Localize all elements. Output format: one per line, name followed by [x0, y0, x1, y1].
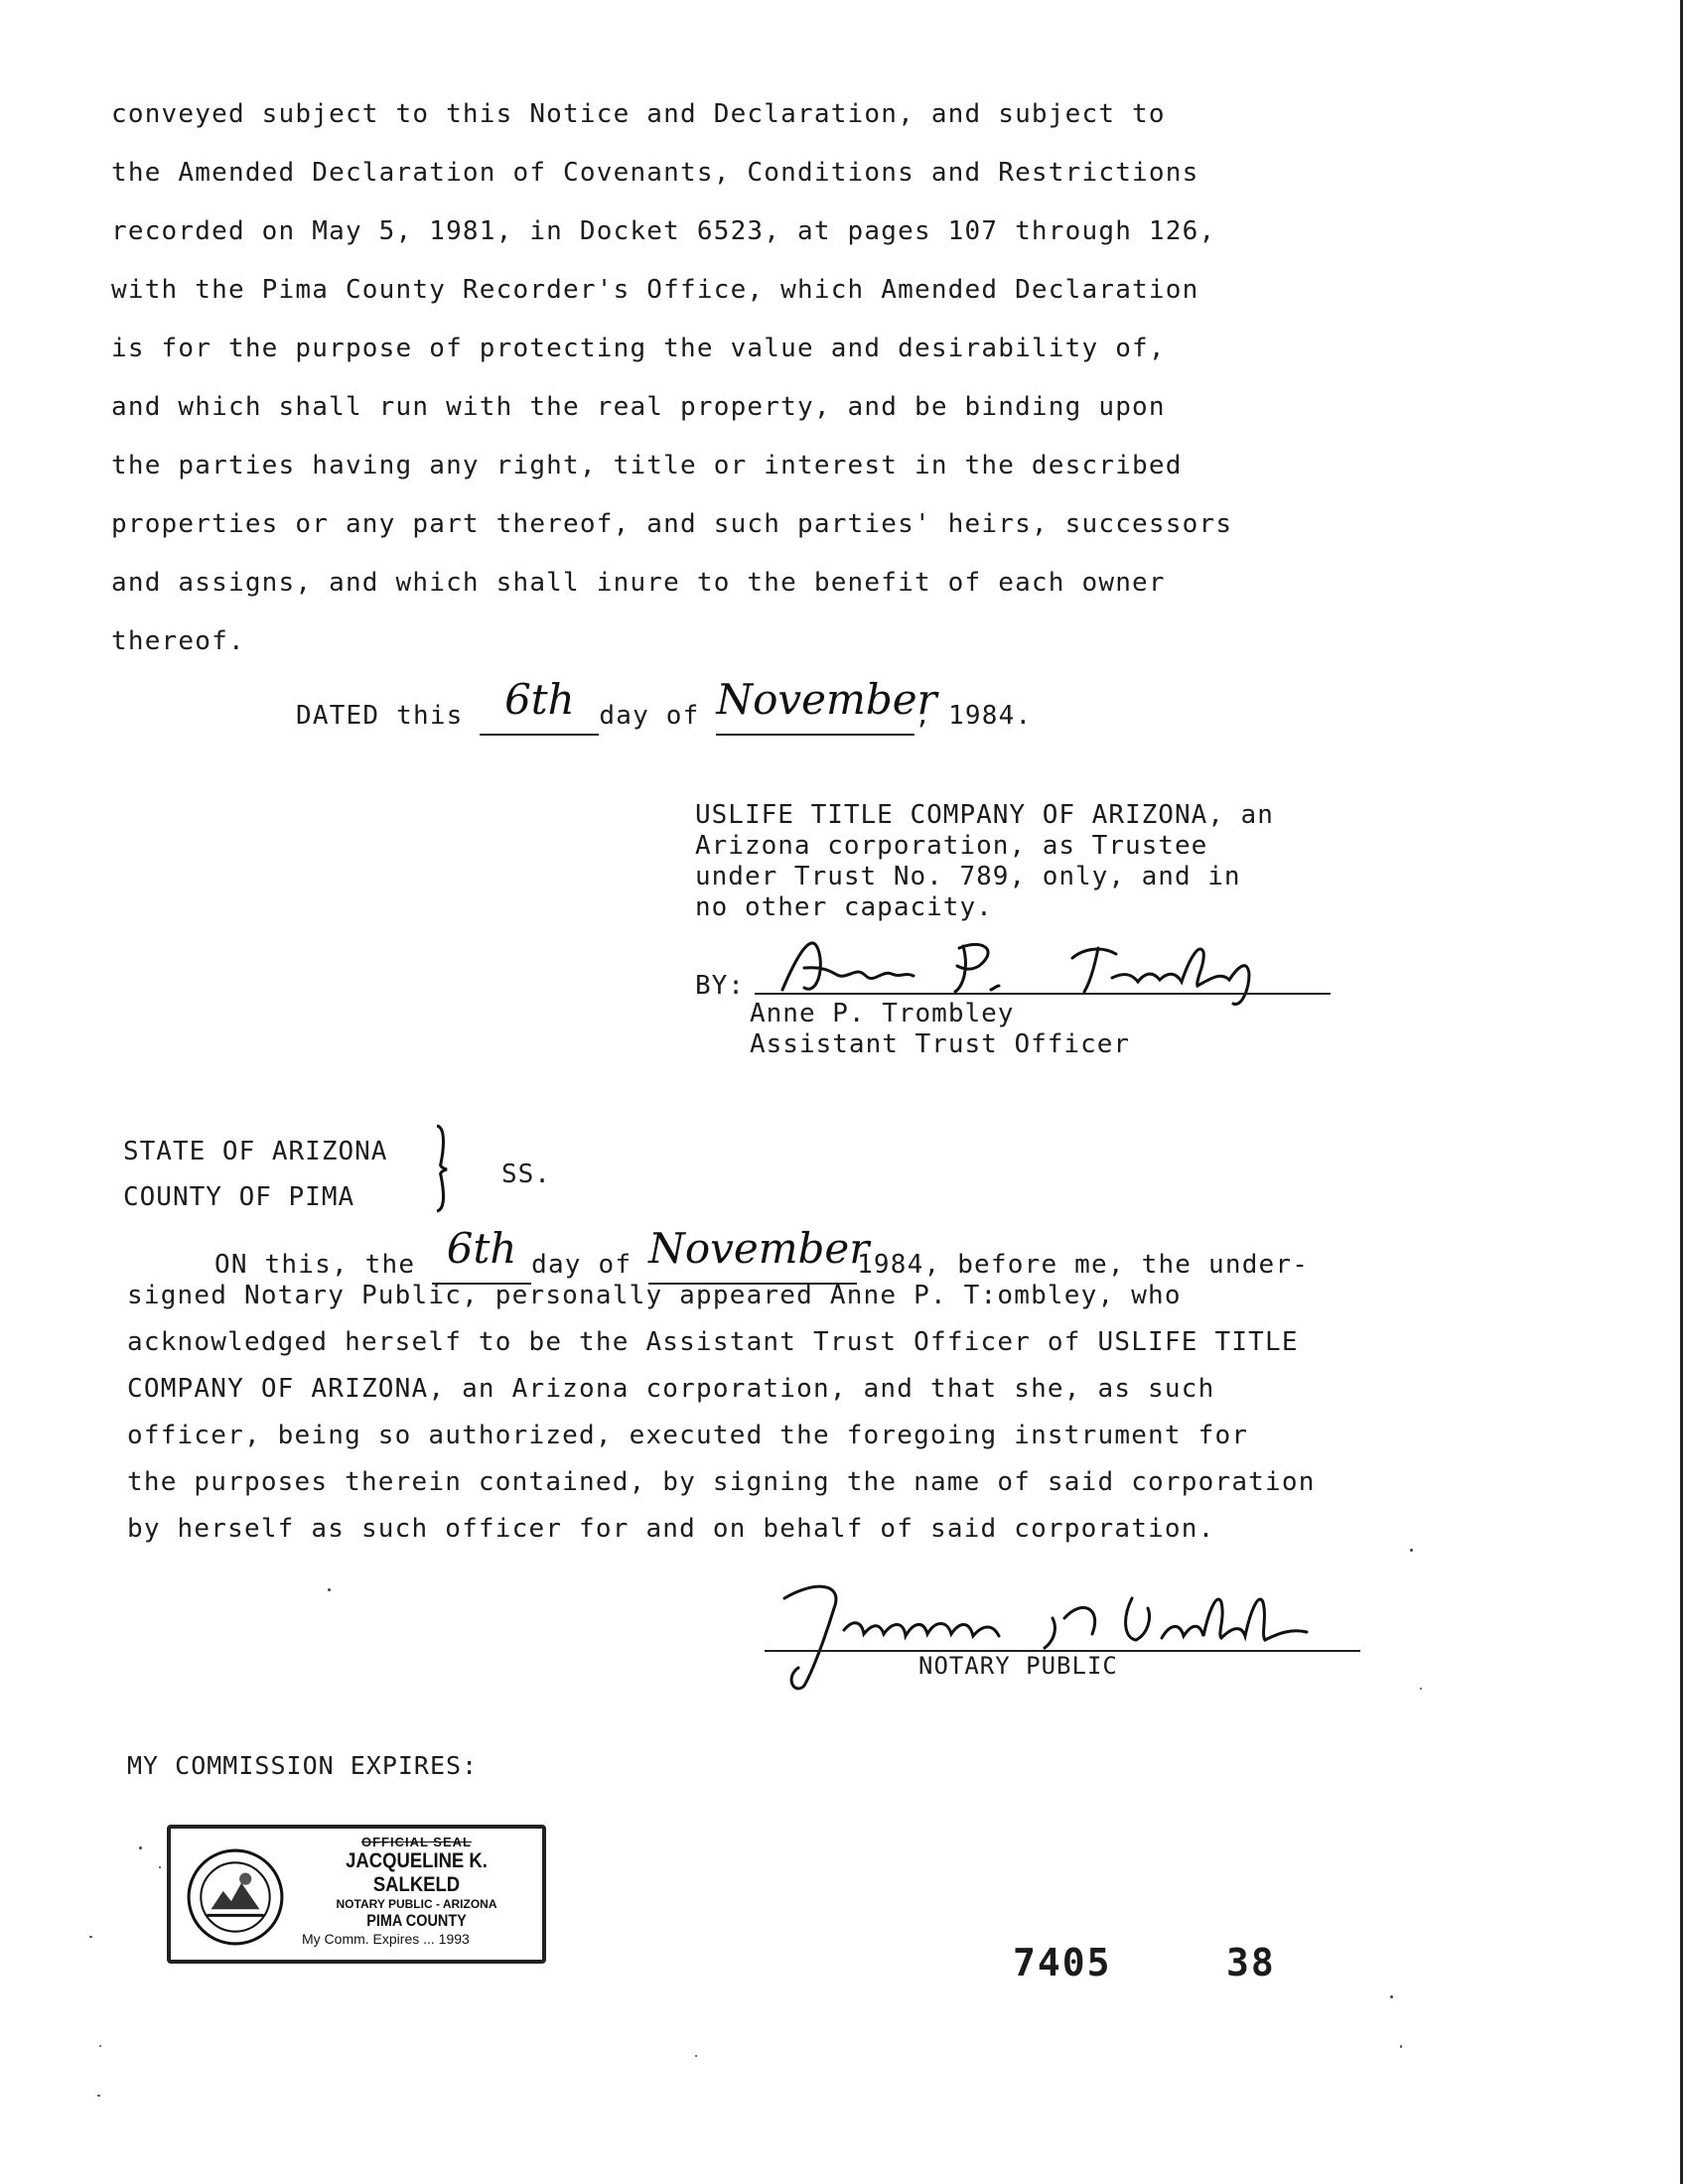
venue-block — [123, 1129, 387, 1220]
declaration-line: thereof. — [111, 626, 245, 656]
ack-day-blank — [432, 1224, 531, 1285]
declaration-line: and assigns, and which shall inure to the benefit of each owner — [111, 568, 1166, 598]
ack-prefix: ON this, the — [214, 1250, 433, 1280]
dated-month-handwritten: November — [716, 675, 937, 724]
acknowledgment-line: the purposes therein contained, by signing the name of said corporation — [127, 1467, 1316, 1497]
ack-middle: day of — [531, 1250, 649, 1280]
dated-day-handwritten: 6th — [504, 675, 575, 724]
ack-suffix: 1984, before me, the under- — [857, 1250, 1310, 1280]
dated-suffix: , 1984. — [914, 701, 1033, 731]
signer-title: Assistant Trust Officer — [750, 1029, 1131, 1059]
stamp-county: PIMA COUNTY — [366, 1911, 467, 1930]
declaration-line: properties or any part thereof, and such parties' heirs, successors — [111, 509, 1233, 539]
venue-county: COUNTY OF PIMA — [123, 1182, 355, 1212]
declaration-line: is for the purpose of protecting the value and desirability of, — [111, 334, 1166, 363]
docket-number: 7405 — [1013, 1941, 1112, 1984]
acknowledgment-line: by herself as such officer for and on behalf of said corporation. — [127, 1514, 1215, 1544]
scan-edge-rule — [1680, 0, 1683, 2184]
declaration-line: recorded on May 5, 1981, in Docket 6523, at pages 107 through 126, — [111, 216, 1216, 246]
acknowledgment-line: signed Notary Public, personally appeared Anne P. T:ombley, who — [127, 1281, 1182, 1310]
signer-name: Anne P. Trombley — [750, 999, 1015, 1028]
ack-day-handwritten: 6th — [446, 1224, 517, 1273]
stamp-expiration: My Comm. Expires ... 1993 — [302, 1931, 470, 1947]
trustee-block — [695, 800, 1274, 923]
acknowledgment-line: acknowledged herself to be the Assistant Trust Officer of USLIFE TITLE — [127, 1327, 1299, 1357]
dated-line — [296, 675, 1033, 736]
declaration-line: conveyed subject to this Notice and Declaration, and subject to — [111, 99, 1166, 129]
declaration-line: the Amended Declaration of Covenants, Conditions and Restrictions — [111, 158, 1199, 188]
venue-state: STATE OF ARIZONA — [123, 1137, 388, 1166]
trustee-line: under Trust No. 789, only, and in — [695, 862, 1241, 891]
venue-brace — [433, 1124, 453, 1213]
trustee-signature-line — [755, 993, 1331, 995]
declaration-line: and which shall run with the real property, and be binding upon — [111, 392, 1166, 422]
notary-signature — [755, 1578, 1350, 1698]
signer-block — [750, 999, 1130, 1060]
declaration-line: with the Pima County Recorder's Office, which Amended Declaration — [111, 275, 1199, 305]
acknowledgment-line: COMPANY OF ARIZONA, an Arizona corporation, and that she, as such — [127, 1374, 1215, 1404]
stamp-notary-state: NOTARY PUBLIC - ARIZONA — [336, 1897, 497, 1911]
ack-month-handwritten: November — [648, 1224, 870, 1273]
acknowledgment-first-line — [214, 1224, 1505, 1285]
arizona-seal-icon — [185, 1846, 286, 1948]
dated-month-blank — [716, 675, 937, 736]
trustee-line: no other capacity. — [695, 892, 993, 922]
stamp-notary-name: JACQUELINE K. SALKELD — [346, 1849, 488, 1896]
acknowledgment-line: officer, being so authorized, executed the foregoing instrument for — [127, 1421, 1249, 1450]
notary-stamp — [167, 1825, 546, 1964]
dated-day-blank — [480, 675, 599, 736]
trustee-signature — [774, 928, 1331, 1008]
stamp-title: OFFICIAL SEAL — [361, 1835, 472, 1849]
venue-ss: SS. — [501, 1160, 551, 1189]
notary-public-label: NOTARY PUBLIC — [918, 1652, 1118, 1680]
ack-month-blank — [648, 1224, 870, 1285]
stamp-text-block — [290, 1835, 543, 1947]
declaration-line: the parties having any right, title or interest in the described — [111, 451, 1183, 480]
dated-middle: day of — [599, 701, 717, 731]
by-label: BY: — [695, 971, 745, 1001]
dated-prefix: DATED this — [296, 701, 481, 731]
trustee-line: Arizona corporation, as Trustee — [695, 831, 1208, 861]
page-number: 38 — [1226, 1941, 1276, 1984]
trustee-line: USLIFE TITLE COMPANY OF ARIZONA, an — [695, 800, 1274, 830]
commission-expires-label: MY COMMISSION EXPIRES: — [127, 1751, 479, 1780]
